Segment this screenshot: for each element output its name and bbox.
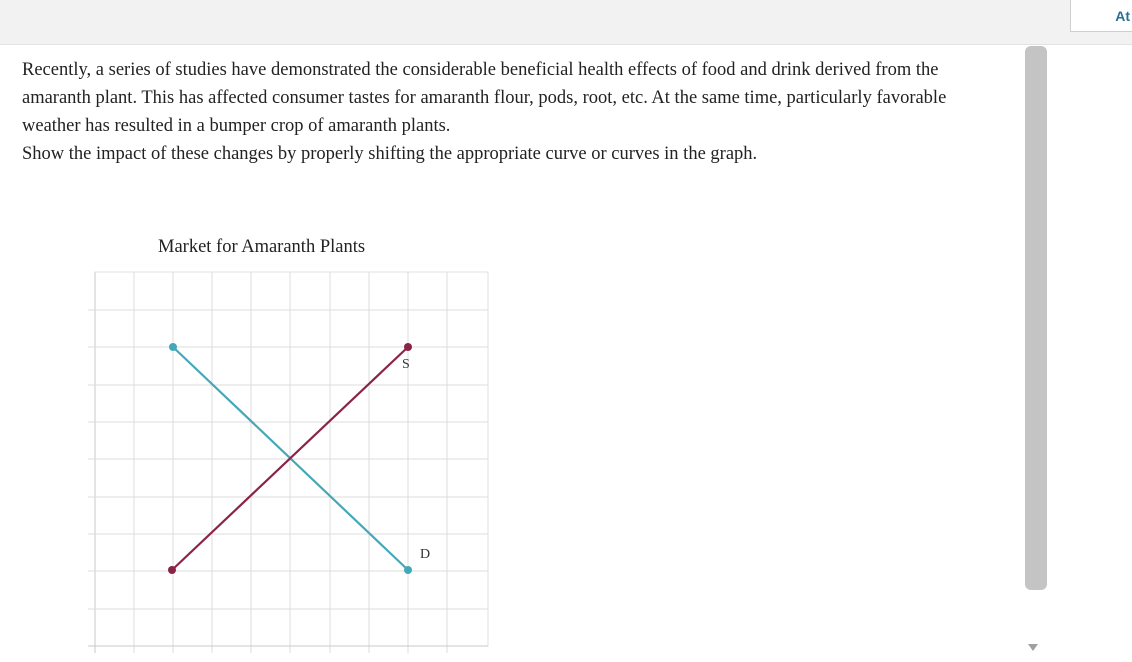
graph-title: Market for Amaranth Plants	[158, 237, 366, 257]
scroll-down-icon[interactable]	[1028, 644, 1038, 651]
graph-grid	[88, 272, 488, 653]
vertical-scrollbar[interactable]	[1020, 44, 1048, 662]
demand-handle-bottom[interactable]	[404, 566, 412, 574]
supply-handle-bottom[interactable]	[168, 566, 176, 574]
supply-label: S	[402, 357, 410, 372]
at-button[interactable]: At	[1070, 0, 1132, 32]
supply-handle-top[interactable]	[404, 343, 412, 351]
demand-handle-top[interactable]	[169, 343, 177, 351]
question-paragraph-1: Recently, a series of studies have demonstrated the considerable beneficial health effects of food and drink derived from the amaranth plant. This has affected consumer tastes for amaranth flour, pods, root, etc. At the same time, particularly favorable weather has resulted in a bumper crop of amaranth plants.	[22, 60, 947, 136]
scrollbar-thumb[interactable]	[1025, 46, 1047, 590]
question-paragraph-2: Show the impact of these changes by properly shifting the appropriate curve or curves in the graph.	[22, 144, 758, 164]
demand-label: D	[420, 547, 431, 562]
